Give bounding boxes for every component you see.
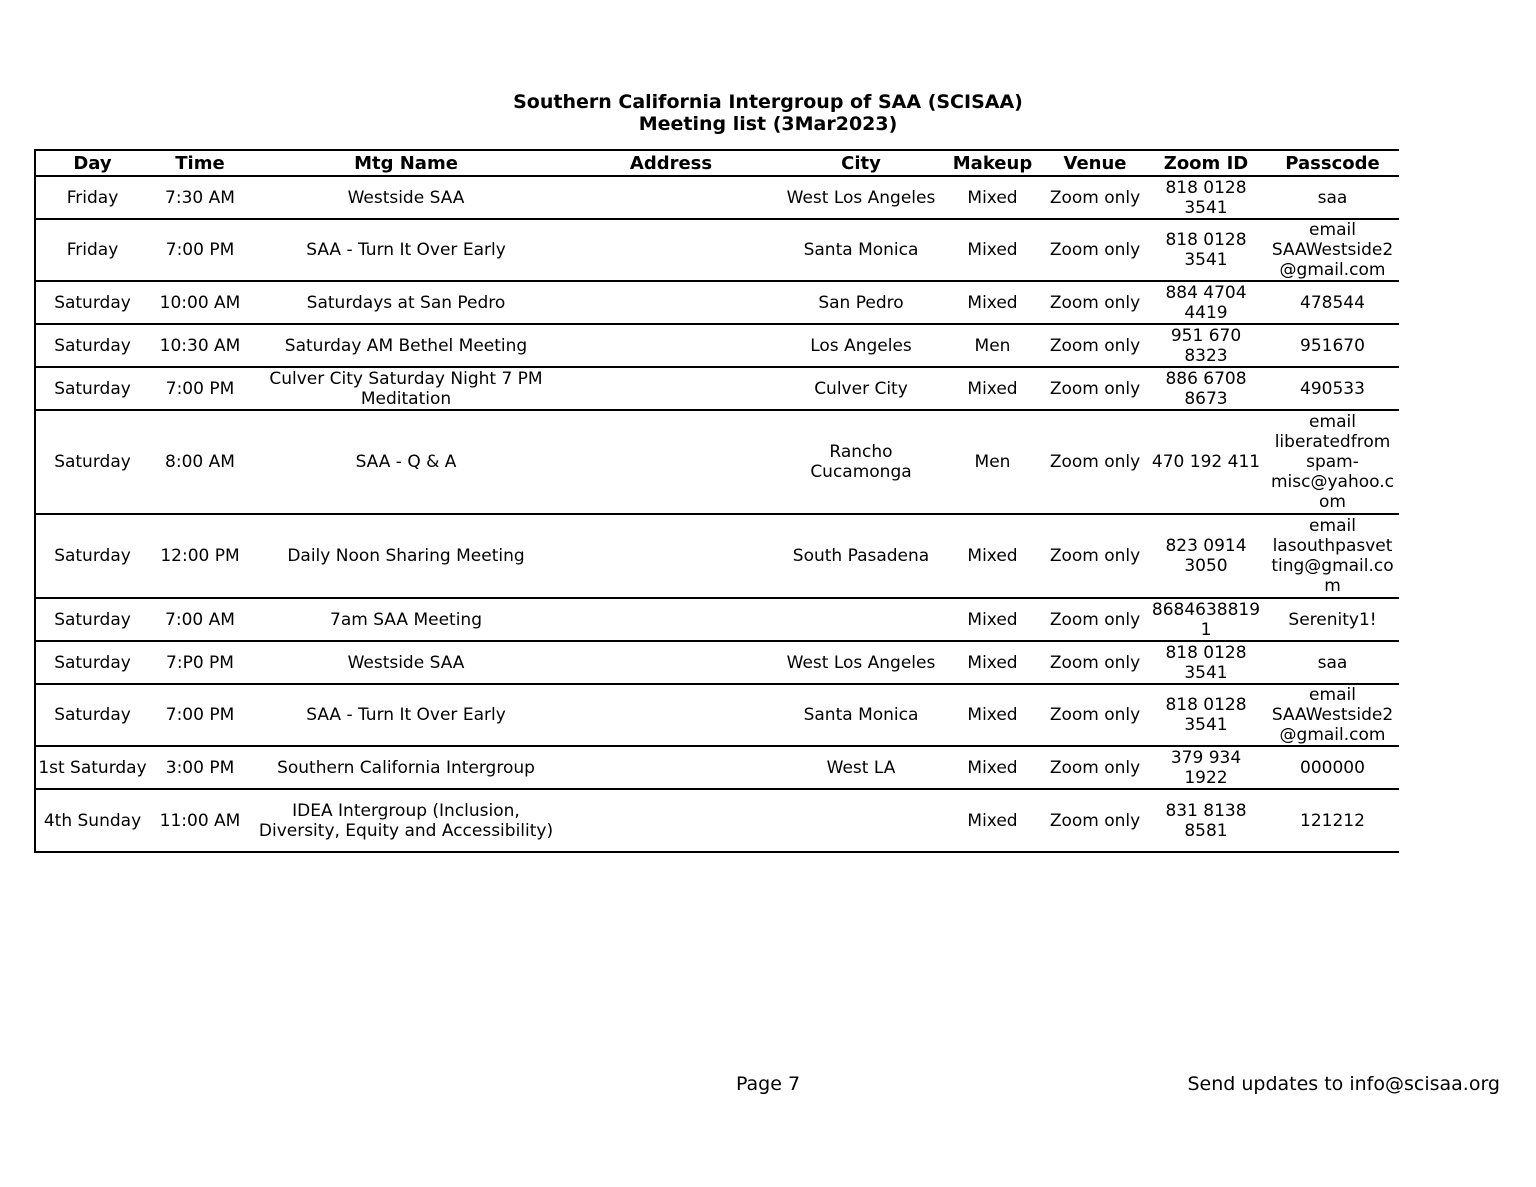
cell-time: 7:30 AM (149, 176, 251, 219)
table-row (35, 514, 1399, 598)
cell-time: 7:00 PM (149, 367, 251, 410)
cell-passcode: 951670 (1266, 324, 1399, 367)
document-title: Southern California Intergroup of SAA (SCISAA) (513, 91, 1023, 113)
cell-makeup: Mixed (941, 684, 1044, 746)
cell-time: 8:00 AM (149, 410, 251, 514)
cell-address (561, 684, 781, 746)
cell-makeup: Mixed (941, 367, 1044, 410)
cell-day: Saturday (35, 324, 149, 367)
cell-zoom-id: 818 0128 3541 (1146, 176, 1266, 219)
cell-mtg-name: Westside SAA (251, 176, 561, 219)
cell-city: San Pedro (781, 281, 941, 324)
column-header-address: Address (561, 150, 781, 176)
cell-venue: Zoom only (1044, 684, 1146, 746)
cell-time: 11:00 AM (149, 789, 251, 852)
cell-day: Saturday (35, 598, 149, 641)
page-number: Page 7 (735, 1073, 801, 1095)
cell-zoom-id: 818 0128 3541 (1146, 684, 1266, 746)
cell-makeup: Mixed (941, 789, 1044, 852)
cell-day: Saturday (35, 410, 149, 514)
cell-makeup: Mixed (941, 746, 1044, 789)
cell-address (561, 324, 781, 367)
column-header-venue: Venue (1044, 150, 1146, 176)
cell-city: West Los Angeles (781, 176, 941, 219)
cell-mtg-name: Culver City Saturday Night 7 PM Meditation (251, 367, 561, 410)
cell-city: South Pasadena (781, 514, 941, 598)
cell-address (561, 410, 781, 514)
cell-address (561, 598, 781, 641)
cell-address (561, 514, 781, 598)
cell-city: West Los Angeles (781, 641, 941, 684)
cell-mtg-name: Southern California Intergroup (251, 746, 561, 789)
updates-note: Send updates to info@scisaa.org (1187, 1073, 1500, 1095)
cell-mtg-name: SAA - Turn It Over Early (251, 684, 561, 746)
cell-mtg-name: Daily Noon Sharing Meeting (251, 514, 561, 598)
table-row (35, 641, 1399, 684)
cell-passcode: Serenity1! (1266, 598, 1399, 641)
cell-makeup: Mixed (941, 281, 1044, 324)
cell-mtg-name: SAA - Turn It Over Early (251, 219, 561, 281)
cell-time: 7:00 PM (149, 684, 251, 746)
cell-day: Friday (35, 176, 149, 219)
column-header-passcode: Passcode (1266, 150, 1399, 176)
cell-time: 10:00 AM (149, 281, 251, 324)
cell-day: Saturday (35, 281, 149, 324)
cell-zoom-id: 886 6708 8673 (1146, 367, 1266, 410)
cell-zoom-id: 884 4704 4419 (1146, 281, 1266, 324)
cell-address (561, 789, 781, 852)
cell-makeup: Men (941, 324, 1044, 367)
cell-time: 7:00 AM (149, 598, 251, 641)
cell-makeup: Mixed (941, 514, 1044, 598)
column-header-makeup: Makeup (941, 150, 1044, 176)
document-subtitle: Meeting list (3Mar2023) (638, 113, 898, 135)
cell-time: 10:30 AM (149, 324, 251, 367)
table-row (35, 746, 1399, 789)
cell-address (561, 281, 781, 324)
cell-time: 3:00 PM (149, 746, 251, 789)
cell-passcode: email SAAWestside2 @gmail.com (1266, 219, 1399, 281)
cell-city: Rancho Cucamonga (781, 410, 941, 514)
cell-makeup: Men (941, 410, 1044, 514)
cell-venue: Zoom only (1044, 789, 1146, 852)
cell-venue: Zoom only (1044, 746, 1146, 789)
cell-zoom-id: 823 0914 3050 (1146, 514, 1266, 598)
cell-makeup: Mixed (941, 176, 1044, 219)
column-header-mtg-name: Mtg Name (251, 150, 561, 176)
cell-day: Saturday (35, 514, 149, 598)
cell-venue: Zoom only (1044, 281, 1146, 324)
table-row (35, 219, 1399, 281)
cell-address (561, 367, 781, 410)
cell-passcode: saa (1266, 176, 1399, 219)
column-header-city: City (781, 150, 941, 176)
cell-city: Culver City (781, 367, 941, 410)
cell-zoom-id: 818 0128 3541 (1146, 641, 1266, 684)
cell-venue: Zoom only (1044, 367, 1146, 410)
cell-venue: Zoom only (1044, 514, 1146, 598)
column-header-zoom-id: Zoom ID (1146, 150, 1266, 176)
cell-venue: Zoom only (1044, 324, 1146, 367)
cell-zoom-id: 818 0128 3541 (1146, 219, 1266, 281)
cell-zoom-id: 379 934 1922 (1146, 746, 1266, 789)
cell-passcode: 000000 (1266, 746, 1399, 789)
cell-zoom-id: 8684638819 1 (1146, 598, 1266, 641)
cell-venue: Zoom only (1044, 641, 1146, 684)
cell-venue: Zoom only (1044, 598, 1146, 641)
cell-passcode: 490533 (1266, 367, 1399, 410)
cell-day: Saturday (35, 641, 149, 684)
cell-makeup: Mixed (941, 641, 1044, 684)
cell-address (561, 219, 781, 281)
cell-city (781, 598, 941, 641)
cell-city: Santa Monica (781, 684, 941, 746)
table-row (35, 324, 1399, 367)
table-row (35, 598, 1399, 641)
cell-venue: Zoom only (1044, 219, 1146, 281)
cell-mtg-name: SAA - Q & A (251, 410, 561, 514)
column-header-day: Day (35, 150, 149, 176)
cell-city: West LA (781, 746, 941, 789)
cell-city: Los Angeles (781, 324, 941, 367)
table-row (35, 410, 1399, 514)
cell-day: Friday (35, 219, 149, 281)
cell-time: 12:00 PM (149, 514, 251, 598)
meeting-table (34, 149, 1399, 853)
table-row (35, 789, 1399, 852)
cell-passcode: saa (1266, 641, 1399, 684)
cell-passcode: 121212 (1266, 789, 1399, 852)
cell-zoom-id: 951 670 8323 (1146, 324, 1266, 367)
cell-venue: Zoom only (1044, 176, 1146, 219)
cell-zoom-id: 831 8138 8581 (1146, 789, 1266, 852)
cell-time: 7:00 PM (149, 219, 251, 281)
table-row (35, 367, 1399, 410)
cell-zoom-id: 470 192 411 (1146, 410, 1266, 514)
cell-mtg-name: Saturdays at San Pedro (251, 281, 561, 324)
cell-passcode: 478544 (1266, 281, 1399, 324)
table-header-row (35, 150, 1399, 176)
table-row (35, 684, 1399, 746)
cell-passcode: email lasouthpasvet ting@gmail.co m (1266, 514, 1399, 598)
cell-address (561, 746, 781, 789)
cell-city: Santa Monica (781, 219, 941, 281)
cell-passcode: email SAAWestside2 @gmail.com (1266, 684, 1399, 746)
cell-day: Saturday (35, 684, 149, 746)
cell-venue: Zoom only (1044, 410, 1146, 514)
cell-passcode: email liberatedfrom spam- misc@yahoo.c om (1266, 410, 1399, 514)
cell-day: Saturday (35, 367, 149, 410)
cell-makeup: Mixed (941, 219, 1044, 281)
cell-day: 4th Sunday (35, 789, 149, 852)
column-header-time: Time (149, 150, 251, 176)
cell-mtg-name: 7am SAA Meeting (251, 598, 561, 641)
cell-mtg-name: Westside SAA (251, 641, 561, 684)
cell-mtg-name: Saturday AM Bethel Meeting (251, 324, 561, 367)
cell-address (561, 176, 781, 219)
table-row (35, 281, 1399, 324)
cell-city (781, 789, 941, 852)
cell-time: 7:P0 PM (149, 641, 251, 684)
cell-address (561, 641, 781, 684)
cell-mtg-name: IDEA Intergroup (Inclusion, Diversity, Equity and Accessibility) (251, 789, 561, 852)
cell-makeup: Mixed (941, 598, 1044, 641)
table-row (35, 176, 1399, 219)
cell-day: 1st Saturday (35, 746, 149, 789)
